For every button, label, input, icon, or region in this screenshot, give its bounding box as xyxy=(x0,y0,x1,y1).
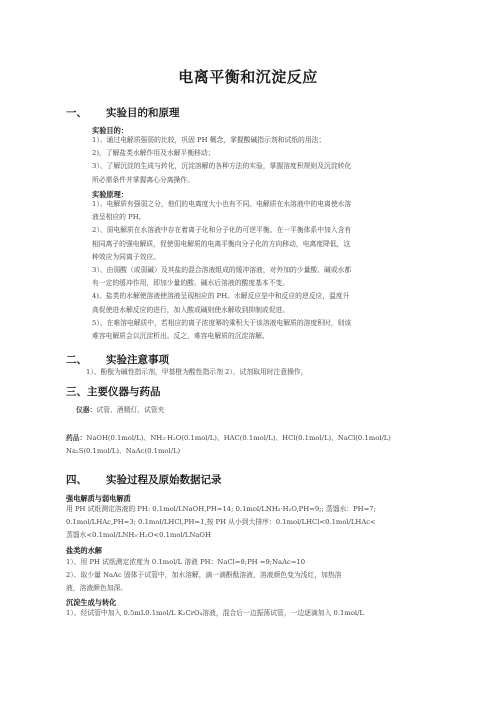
instruments-line xyxy=(76,404,426,417)
subheading-hydrolysis: 盐类的水解 xyxy=(66,546,102,555)
instruments-list: 试管、酒精灯、试管夹 xyxy=(96,406,165,414)
purpose-label: 实验目的： xyxy=(92,126,128,135)
drugs-line: NaOH(0.1mol/L)、NH₃·H₂O(0.1mol/L)、HAC(0.1mol/L)、HCl(0.1mol/L)、NaCl(0.1mol/L) xyxy=(86,434,391,442)
principle-line: 高促使进水解反应的进行，加入酸或碱则使水解收到抑制或促进。 xyxy=(92,305,290,314)
section-2-title: 实验注意事项 xyxy=(106,354,169,366)
subheading-electrolyte: 强电解质与弱电解质 xyxy=(66,494,131,503)
hydrolysis-line: 2）、取少量 NaAc 固体于试管中，加水溶解，滴一滴酚酞溶液，溶液颜色变为浅红，加热溶 xyxy=(66,571,342,580)
principle-line: 4)、盐类的水解使溶液使溶液呈现相应的 PH。水解反应是中和反应的逆反应，温度升 xyxy=(92,292,350,301)
precipitation-line: 1）、经试管中加入 0.5mL0.1mol/L K₂CrO₄溶液，混合后一边振荡试管，一边逐滴加入 0.1mol/L xyxy=(66,609,364,617)
hydrolysis-line: 液，溶液颜色加深。 xyxy=(66,584,128,593)
principle-line: 液呈相应的 PH。 xyxy=(92,213,146,222)
section-2-heading xyxy=(66,352,169,367)
document-title: 电离平衡和沉淀反应 xyxy=(178,68,318,86)
section-1-number: 一、 xyxy=(66,107,87,119)
section-3-heading: 三、主要仪器与药品 xyxy=(66,386,161,398)
principle-label: 实验原理： xyxy=(92,190,128,199)
notes-text xyxy=(86,366,436,379)
subheading-precipitation: 沉淀生成与转化 xyxy=(66,598,117,607)
section-4-number: 四、 xyxy=(66,474,87,486)
principle-line: 相同离子的强电解质，促使弱电解质的电离平衡向分子化的方向移动，电离度降低，这 xyxy=(92,239,351,248)
precipitation-text xyxy=(66,607,446,620)
purpose-line: 所必需条件并掌握离心分离操作。 xyxy=(92,175,194,184)
purpose-text xyxy=(92,134,442,187)
principle-text xyxy=(92,198,442,343)
purpose-line: 2)、了解盐类水解作用及水解平衡移动； xyxy=(92,149,215,158)
principle-line: 有一定的缓冲作用，即加少量的酸、碱水后溶液的酸度基本不变。 xyxy=(92,279,290,288)
electrolyte-text xyxy=(66,503,446,543)
section-2-number: 二、 xyxy=(66,354,87,366)
purpose-line: 3）、了解沉淀的生成与转化，沉淀溶解的各种方法的实验，掌握溶度积规则及沉淀转化 xyxy=(92,162,352,171)
electrolyte-line: 蒸馏水<0.1mol/LNH₃·H₂O<0.1mol/LNaOH xyxy=(66,531,211,540)
section-1-heading xyxy=(66,105,180,120)
section-4-title: 实验过程及原始数据记录 xyxy=(106,474,222,486)
purpose-line: 1）、通过电解质强弱的比较，巩固 PH 概念，掌握酸碱指示剂和试纸的用法； xyxy=(92,136,326,144)
section-1-title: 实验目的和原理 xyxy=(106,107,180,119)
notes-line: 1）、酚酞为碱性指示剂，甲基橙为酸性指示剂 2）、试剂取用时注意操作， xyxy=(86,368,308,376)
principle-line: 难容电解质会以沉淀析出。反之，难容电解质的沉淀溶解。 xyxy=(92,332,269,341)
drugs-label: 药品： xyxy=(66,434,87,442)
principle-line: 5）、在难溶电解质中，若相应的离子浓度幂的乘积大于该溶液电解质的溶度积时，则该 xyxy=(92,318,352,327)
principle-line: 3）、由弱酸（或弱碱）及其盐的混合溶液组成的缓冲溶液，对外加的少量酸、碱或水都 xyxy=(92,266,352,275)
principle-line: 2）、弱电解质在水溶液中存在着离子化和分子化的可逆平衡。在一平衡体系中加入含有 xyxy=(92,226,352,235)
hydrolysis-line: 1）、用 PH 试纸测定浓度为 0.1mol/L 溶液 PH：NaCl=8;PH =9;NaAc=10 xyxy=(66,558,306,566)
instruments-label: 仪器： xyxy=(76,406,97,414)
drugs-text xyxy=(66,432,446,458)
drugs-line: Na₂S(0.1mol/L)、NaAc(0.1mol/L) xyxy=(66,447,181,456)
electrolyte-line: 0.1mol/LHAc,PH=3; 0.1mol/LHCl,PH=1,按 PH 从小到大排序：0.1mol/LHCl<0.1mol/LHAc< xyxy=(66,518,376,527)
hydrolysis-text xyxy=(66,556,446,596)
principle-line: 种效应为同离子效应。 xyxy=(92,252,160,261)
section-4-heading xyxy=(66,472,222,487)
electrolyte-line: 用 PH 试纸测定溶液的 PH: 0.1mol/LNaOH,PH=14; 0.1mol/LNH₃·H₂O,PH=9;; 蒸馏水：PH=7; xyxy=(66,505,376,513)
principle-line: 1）、电解质有强弱之分，他们的电离度大小也有不同。电解质在水溶液中的电离使水溶 xyxy=(92,200,352,208)
